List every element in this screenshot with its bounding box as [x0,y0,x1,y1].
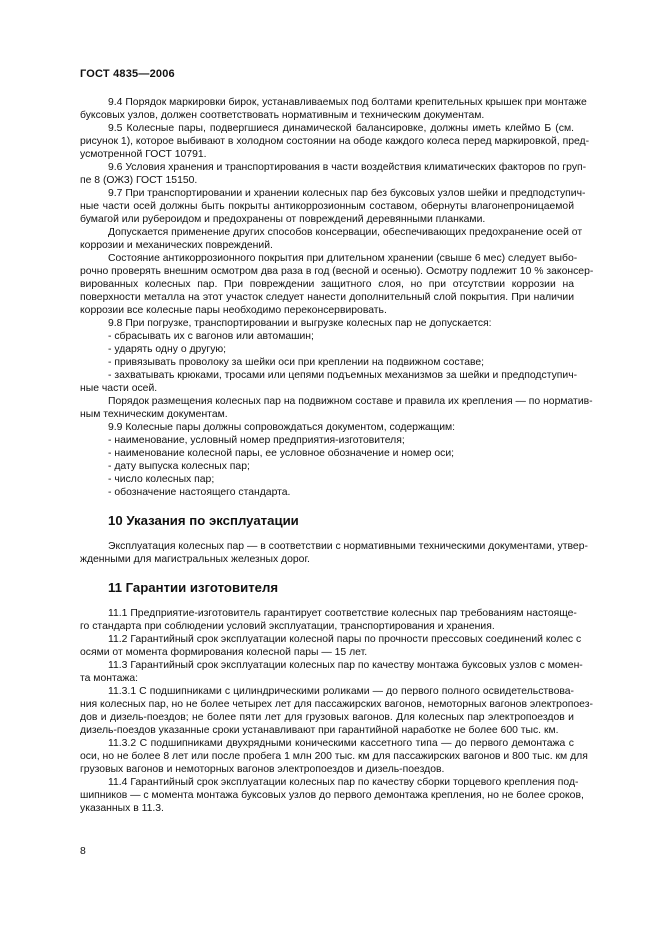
text-line: оси, но не более 8 лет или после пробега 1 млн 200 тыс. км для пассажирских вагонов и 800 тыс. км для [80,751,588,762]
paragraph [80,434,574,447]
paragraph [80,343,574,356]
text-line: ные части осей должны быть покрыты антикоррозионным составом, обернуты влагонепроницаемой [80,201,574,212]
text-line: ным техническим документам. [80,409,228,420]
text-line: поверхности металла на этот участок следует нанести дополнительный слой покрытия. При наличии [80,292,574,303]
paragraph [80,460,574,473]
text-line: усмотренной ГОСТ 10791. [80,149,207,160]
paragraph [80,161,587,187]
paragraph [80,486,574,499]
paragraph [80,395,593,421]
text-line: 9.8 При погрузке, транспортировании и выгрузке колесных пар не допускается: [108,318,492,329]
text-line: 11.2 Гарантийный срок эксплуатации колесной пары по прочности прессовых соединений колес с [108,634,582,645]
text-line: дизель-поездов указанные сроки устанавливают при гарантийной наработке не более 600 тыс. км. [80,725,559,736]
text-line: пе 8 (ОЖ3) ГОСТ 15150. [80,175,198,186]
text-line: грузовых вагонов и немоторных вагонов электропоездов и дизель-поездов. [80,764,445,775]
text-line: го стандарта при соблюдении условий эксплуатации, транспортирования и хранения. [80,621,495,632]
text-line: указанных в 11.3. [80,803,164,814]
text-line: вированных колесных пар. При повреждении защитного слоя, но при отсутствии коррозии на [80,279,574,290]
text-line: - сбрасывать их с вагонов или автомашин; [108,331,314,342]
text-line: дов и дизель-поездов; не более пяти лет для грузовых вагонов. Для колесных пар электропоездов и [80,712,574,723]
paragraph [80,540,588,566]
text-line: Допускается применение других способов консервации, обеспечивающих предохранение осей от [108,227,583,238]
text-line: - наименование колесной пары, ее условное обозначение и номер оси; [108,448,455,459]
text-line: - ударять одну о другую; [108,344,227,355]
paragraph [80,447,574,460]
text-line: - захватывать крюками, тросами или цепями подъемных механизмов за шейки и предподступич- [108,370,578,381]
text-line: 9.7 При транспортировании и хранении колесных пар без буксовых узлов шейки и предподступич- [108,188,586,199]
text-line: 11.3.1 С подшипниками с цилиндрическими роликами — до первого полного освидетельствова- [108,686,574,697]
paragraph [80,776,584,815]
text-line: - обозначение настоящего стандарта. [108,487,291,498]
text-line: - число колесных пар; [108,474,215,485]
text-line: 11.3 Гарантийный срок эксплуатации колесных пар по качеству монтажа буксовых узлов с момен- [108,660,583,671]
paragraph [80,122,590,161]
text-line: 9.4 Порядок маркировки бирок, устанавливаемых под болтами крепительных крышек при монтаже [108,97,587,108]
text-line: 11.1 Предприятие-изготовитель гарантирует соответствие колесных пар требованиям настояще- [108,608,577,619]
paragraph [80,317,574,330]
text-line: 9.9 Колесные пары должны сопровождаться документом, содержащим: [108,422,456,433]
paragraph [80,737,588,776]
paragraph [80,607,577,633]
text-line: ния колесных пар, но не более четырех лет для пассажирских вагонов, немоторных вагонов электропоез- [80,699,593,710]
text-line: - наименование, условный номер предприятия-изготовителя; [108,435,405,446]
text-line: бумагой или рубероидом и предохранены от повреждений деревянными планками. [80,214,486,225]
document-header: ГОСТ 4835—2006 [80,68,175,80]
paragraph [80,252,594,317]
paragraph [80,685,593,737]
text-line: 11.3.2 С подшипниками двухрядными коническими кассетного типа — до первого демонтажа с [108,738,574,749]
text-line: буксовых узлов, должен соответствовать нормативным и техническим документам. [80,110,485,121]
text-line: та монтажа: [80,673,139,684]
text-line: жденными для магистральных железных дорог. [80,554,310,565]
paragraph [80,633,582,659]
paragraph [80,330,574,343]
paragraph [80,96,587,122]
paragraph [80,421,574,434]
paragraph [80,369,578,395]
paragraph [80,473,574,486]
text-line: Состояние антикоррозионного покрытия при длительном хранении (свыше 6 мес) следует выбо- [108,253,578,264]
text-line: шипников — с момента монтажа буксовых узлов до первого демонтажа крепления, но не более сроков, [80,790,584,801]
text-line: рочно проверять внешним осмотром два раза в год (весной и осенью). Осмотру подлежит 10 % законсер- [80,266,594,277]
text-line: осями от момента формирования колесной пары — 15 лет. [80,647,368,658]
text-line: рисунок 1), которое выбивают в холодном состоянии на ободе каждого колеса перед маркировкой, пред- [80,136,590,147]
text-line: - дату выпуска колесных пар; [108,461,250,472]
page-number: 8 [80,846,86,857]
text-line: коррозии и механических повреждений. [80,240,273,251]
text-line: коррозии все колесные пары необходимо переконсервировать. [80,305,387,316]
text-line: 11.4 Гарантийный срок эксплуатации колесных пар по качеству сборки торцевого крепления под- [108,777,579,788]
text-line: ные части осей. [80,383,158,394]
text-line: - привязывать проволоку за шейки оси при креплении на подвижном составе; [108,357,485,368]
document-body [80,96,594,815]
paragraph [80,659,583,685]
section-heading: 11 Гарантии изготовителя [108,580,279,595]
text-line: 9.5 Колесные пары, подвергшиеся динамической балансировке, должны иметь клеймо Б (см. [108,123,574,134]
paragraph [80,226,583,252]
paragraph [80,356,574,369]
text-line: Порядок размещения колесных пар на подвижном составе и правила их крепления — по норматив- [108,396,593,407]
section-heading: 10 Указания по эксплуатации [108,513,299,528]
text-line: Эксплуатация колесных пар — в соответствии с нормативными техническими документами, утвер- [108,541,588,552]
paragraph [80,187,586,226]
text-line: 9.6 Условия хранения и транспортирования в части воздействия климатических факторов по груп- [108,162,587,173]
